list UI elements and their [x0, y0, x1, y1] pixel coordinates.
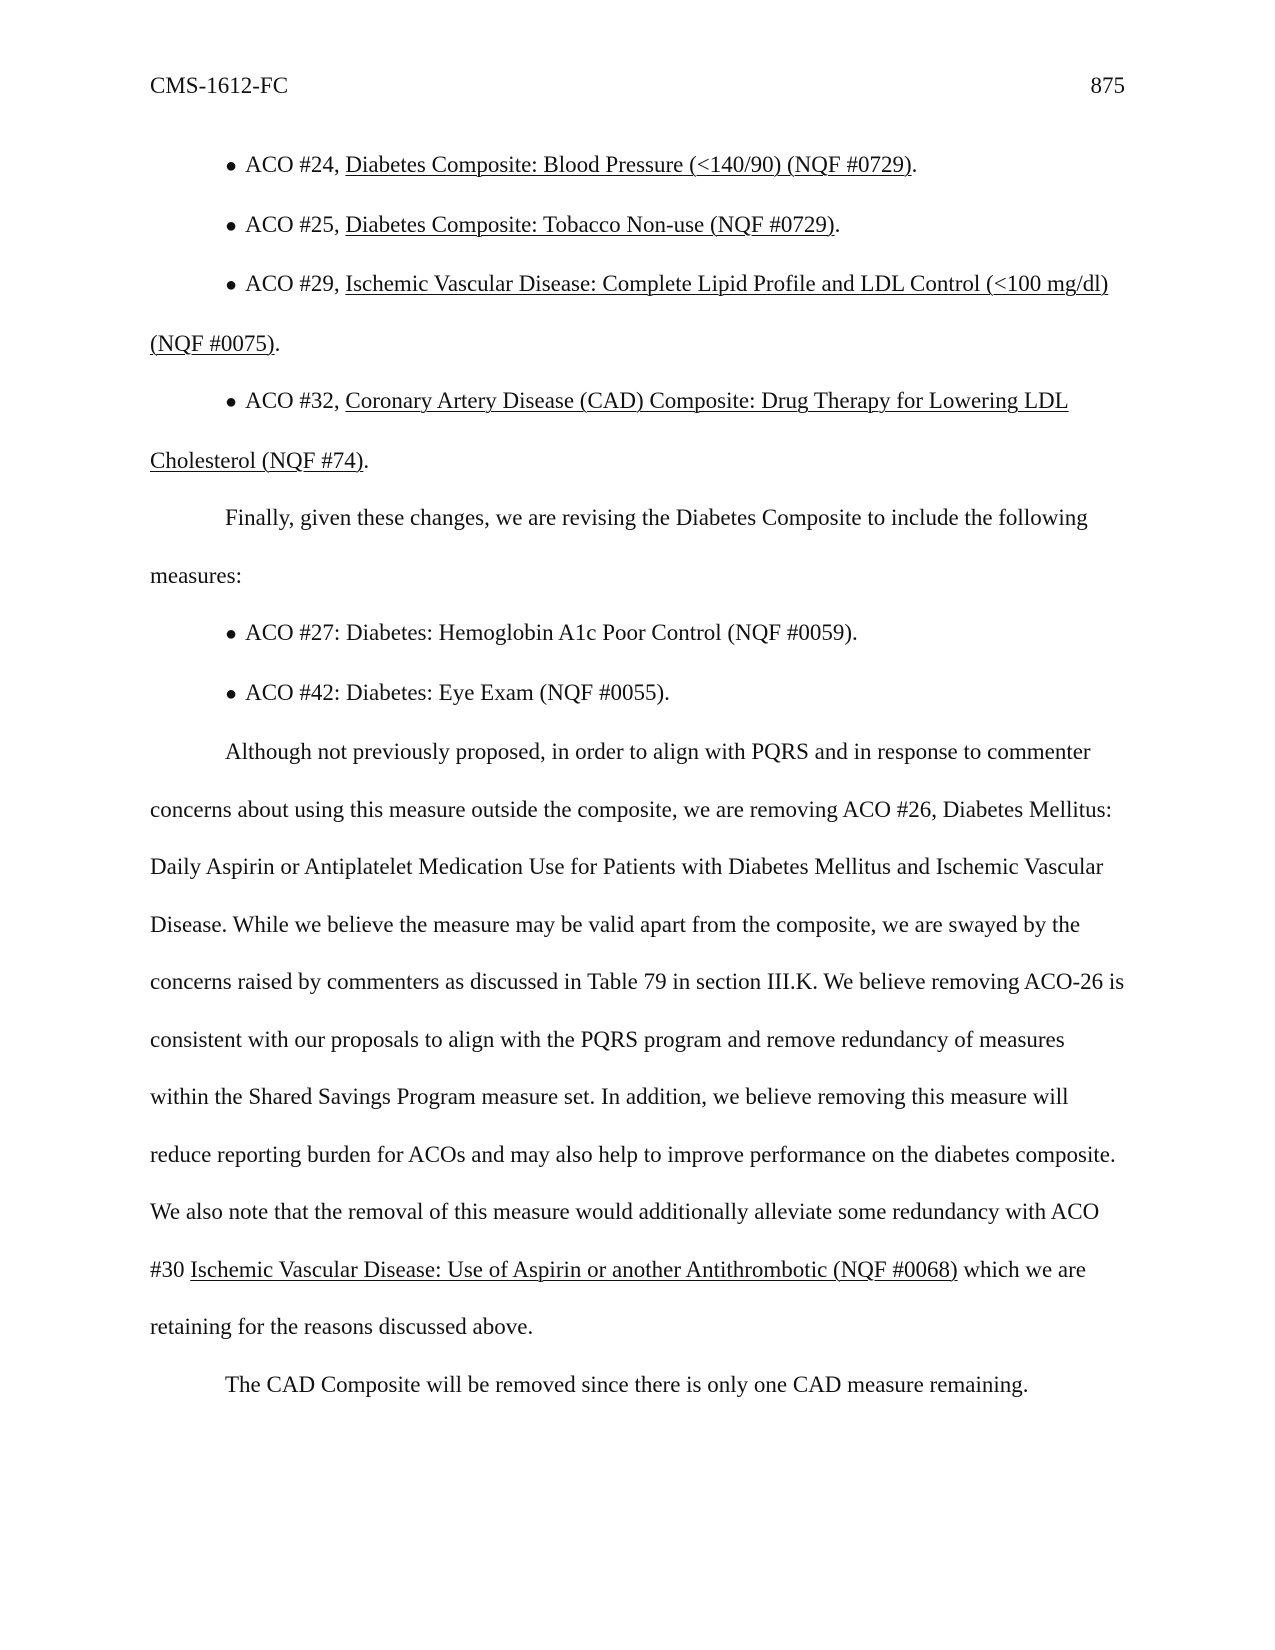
bullet-suffix: . — [911, 152, 918, 177]
measure-title: Ischemic Vascular Disease: Complete Lipid Profile and LDL Control (<100 mg/dl) (NQF #0075) — [150, 271, 1109, 356]
bullet-suffix: . — [363, 447, 370, 473]
list-item — [150, 136, 1125, 196]
bullet-prefix: ACO #25, — [245, 211, 346, 237]
running-head: CMS-1612-FC — [150, 73, 289, 98]
list-item — [150, 664, 1125, 724]
measure-title: Ischemic Vascular Disease: Use of Aspirin or another Antithrombotic (NQF #0068) — [190, 1256, 958, 1282]
paragraph-text: which we are retaining for the reasons discussed above. — [150, 1256, 1086, 1339]
list-item — [150, 255, 1125, 372]
bullet-dot-icon: ● — [225, 623, 238, 645]
bullet-prefix: ACO #24, — [245, 152, 346, 177]
list-item — [150, 196, 1125, 256]
body-text — [150, 136, 1125, 1413]
bullet-suffix: . — [834, 211, 841, 237]
bullet-prefix: ACO #32, — [245, 388, 346, 413]
bullet-suffix: . — [274, 330, 281, 356]
measure-title: Diabetes Composite: Blood Pressure (<140/90) (NQF #0729) — [345, 152, 912, 177]
bullet-prefix: ACO #29, — [245, 271, 346, 296]
paragraph-finally: Finally, given these changes, we are revising the Diabetes Composite to include the following measures: — [150, 505, 1088, 588]
bullet-dot-icon: ● — [225, 155, 238, 177]
bullet-dot-icon: ● — [225, 682, 238, 705]
paragraph-although — [150, 723, 1125, 1356]
bullet-dot-icon: ● — [225, 391, 238, 413]
measure-title: Coronary Artery Disease (CAD) Composite: Drug Therapy for Lowering LDL Cholesterol (NQF #74) — [150, 388, 1069, 473]
list-item — [150, 604, 1125, 664]
page-number: 875 — [1090, 73, 1125, 98]
list-item — [150, 372, 1125, 489]
bullet-text: ACO #27: Diabetes: Hemoglobin A1c Poor Control (NQF #0059). — [245, 620, 858, 645]
bullet-dot-icon: ● — [225, 214, 238, 237]
measure-title: Diabetes Composite: Tobacco Non-use (NQF #0729) — [345, 211, 835, 237]
bullet-dot-icon: ● — [225, 274, 238, 296]
paragraph-cad: The CAD Composite will be removed since there is only one CAD measure remaining. — [225, 1371, 1029, 1397]
bullet-text: ACO #42: Diabetes: Eye Exam (NQF #0055). — [245, 679, 670, 705]
paragraph-text: Although not previously proposed, in order to align with PQRS and in response to commenter concerns about using this measure outside the composite, we are removing ACO #26, Diabetes Mellitus: Daily Aspirin or Antiplatelet Medication Use for Patients with Diabetes Mellitus and Ischemic Vascular Disease. While we believe the measure may be valid apart from the composite, we are swayed by the concerns raised by commenters as discussed in Table 79 in section III.K. We believe removing ACO-26 is consistent with our proposals to align with the PQRS program and remove redundancy of measures within the Shared Savings Program measure set. In addition, we believe removing this measure will reduce reporting burden for ACOs and may also help to improve performance on the diabetes composite. We also note that the removal of this measure would additionally alleviate some redundancy with ACO #30 — [150, 739, 1125, 1282]
